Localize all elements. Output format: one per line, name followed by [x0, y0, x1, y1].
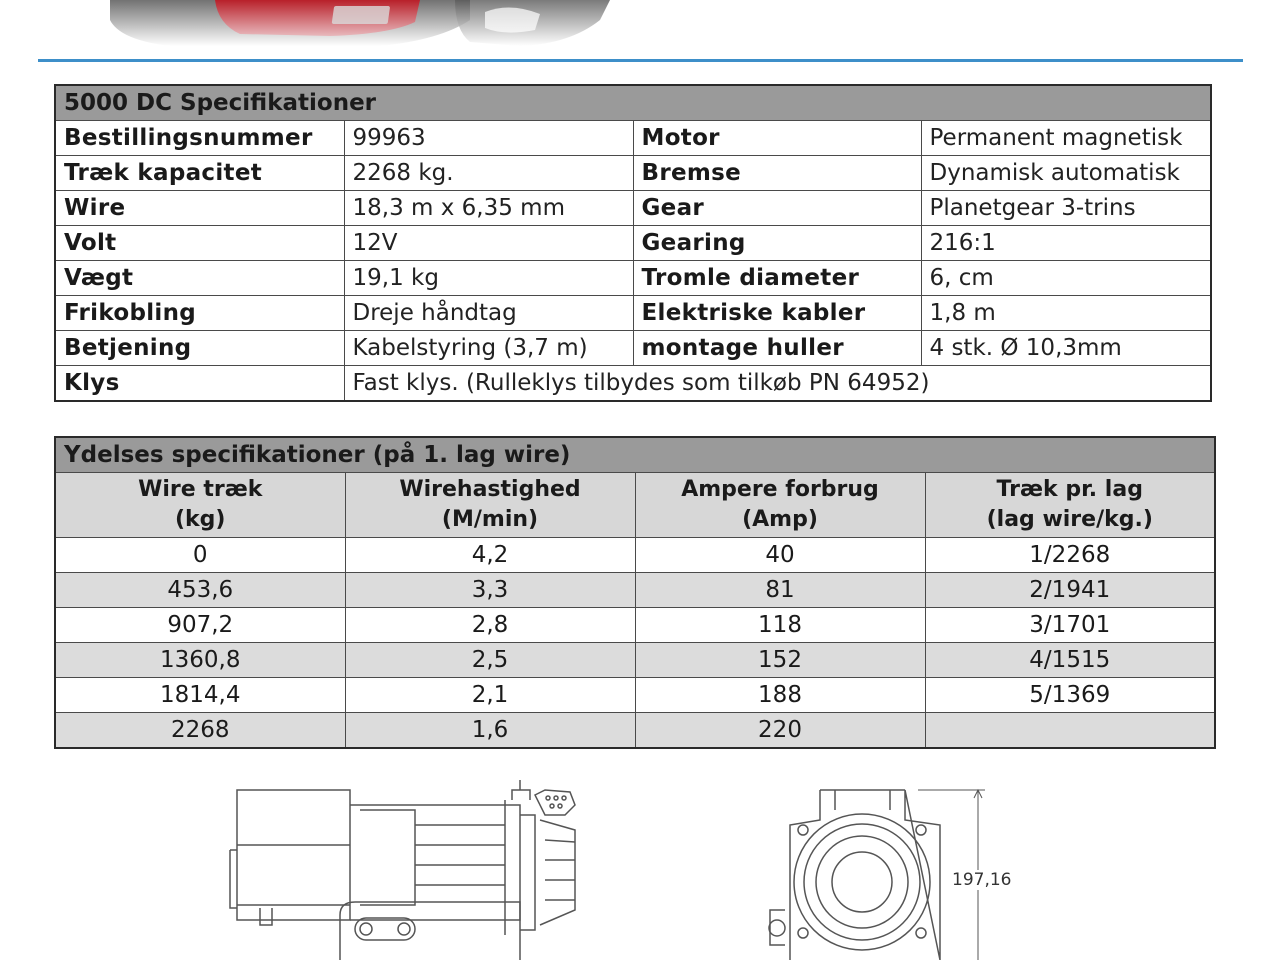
spec-label: Volt [55, 226, 344, 261]
table-row [55, 713, 1215, 749]
product-photo [0, 0, 1280, 60]
performance-table [54, 436, 1216, 749]
spec-value: 12V [344, 226, 633, 261]
cell: 3,3 [345, 573, 635, 608]
spec-label: Bremse [633, 156, 921, 191]
spec-label: Tromle diameter [633, 261, 921, 296]
table-row [55, 608, 1215, 643]
cell: 81 [635, 573, 925, 608]
cell: 2,5 [345, 643, 635, 678]
dimension-label: 197,16 [952, 870, 1012, 890]
spec-value: 99963 [344, 121, 633, 156]
performance-title: Ydelses specifikationer (på 1. lag wire) [55, 437, 1215, 473]
table-row [55, 226, 1211, 261]
column-header: Ampere forbrug (Amp) [635, 473, 925, 538]
table-row [55, 191, 1211, 226]
cell [925, 713, 1215, 749]
spec-label: Bestillingsnummer [55, 121, 344, 156]
table-row [55, 538, 1215, 573]
column-header-row [55, 473, 1215, 538]
spec-value: 1,8 m [921, 296, 1211, 331]
spec-label: Gearing [633, 226, 921, 261]
cell: 1,6 [345, 713, 635, 749]
cell: 2/1941 [925, 573, 1215, 608]
cell: 2,1 [345, 678, 635, 713]
cell: 907,2 [55, 608, 345, 643]
table-row [55, 573, 1215, 608]
spec-label: Gear [633, 191, 921, 226]
technical-drawings [0, 770, 1280, 960]
spec-value: Dreje håndtag [344, 296, 633, 331]
column-header: Træk pr. lag (lag wire/kg.) [925, 473, 1215, 538]
cell: 188 [635, 678, 925, 713]
spec-value: 6, cm [921, 261, 1211, 296]
specifications-title: 5000 DC Specifikationer [55, 85, 1211, 121]
spec-value: 19,1 kg [344, 261, 633, 296]
header-divider [38, 59, 1243, 62]
table-row [55, 643, 1215, 678]
spec-value: Planetgear 3-trins [921, 191, 1211, 226]
spec-value: 18,3 m x 6,35 mm [344, 191, 633, 226]
column-header: Wire træk (kg) [55, 473, 345, 538]
spec-label: montage huller [633, 331, 921, 366]
cell: 220 [635, 713, 925, 749]
spec-value: 4 stk. Ø 10,3mm [921, 331, 1211, 366]
cell: 453,6 [55, 573, 345, 608]
table-row [55, 261, 1211, 296]
cell: 4,2 [345, 538, 635, 573]
spec-value: Dynamisk automatisk [921, 156, 1211, 191]
table-row [55, 331, 1211, 366]
spec-label: Frikobling [55, 296, 344, 331]
cell: 1/2268 [925, 538, 1215, 573]
cell: 2,8 [345, 608, 635, 643]
table-row [55, 296, 1211, 331]
cell: 3/1701 [925, 608, 1215, 643]
table-row [55, 366, 1211, 402]
column-header: Wirehastighed (M/min) [345, 473, 635, 538]
spec-label: Betjening [55, 331, 344, 366]
cell: 2268 [55, 713, 345, 749]
cell: 5/1369 [925, 678, 1215, 713]
side-view-drawing [230, 780, 575, 960]
cell: 1360,8 [55, 643, 345, 678]
specifications-table [54, 84, 1212, 402]
cell: 1814,4 [55, 678, 345, 713]
table-row [55, 678, 1215, 713]
spec-value: Kabelstyring (3,7 m) [344, 331, 633, 366]
spec-label: Motor [633, 121, 921, 156]
spec-label: Træk kapacitet [55, 156, 344, 191]
spec-label: Klys [55, 366, 344, 402]
table-row [55, 156, 1211, 191]
spec-value: 216:1 [921, 226, 1211, 261]
spec-value: 2268 kg. [344, 156, 633, 191]
cell: 0 [55, 538, 345, 573]
cell: 4/1515 [925, 643, 1215, 678]
spec-label: Wire [55, 191, 344, 226]
cell: 118 [635, 608, 925, 643]
spec-value: Fast klys. (Rulleklys tilbydes som tilkøb PN 64952) [344, 366, 1211, 402]
table-row [55, 121, 1211, 156]
spec-value: Permanent magnetisk [921, 121, 1211, 156]
cell: 152 [635, 643, 925, 678]
spec-label: Elektriske kabler [633, 296, 921, 331]
cell: 40 [635, 538, 925, 573]
spec-label: Vægt [55, 261, 344, 296]
